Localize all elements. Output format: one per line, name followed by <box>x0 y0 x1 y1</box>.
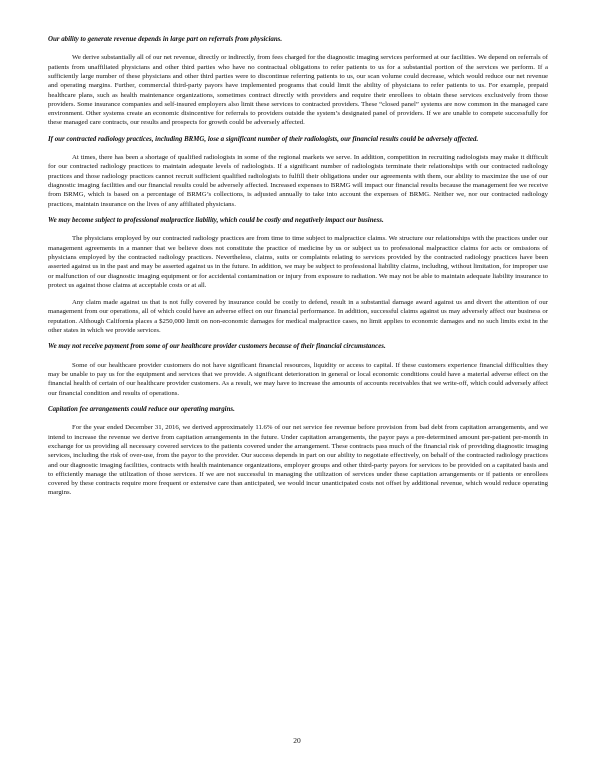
document-page <box>48 36 548 506</box>
section-heading: We may not receive payment from some of our healthcare provider customers because of their financial circumstances. <box>48 343 386 351</box>
body-paragraph: Some of our healthcare provider customers do not have significant financial resources, liquidity or access to capital. If these customers experience financial difficulties they may be unable to pay us for the equipment and services that we provide. A significant deterioration in general or local economic conditions could have a material adverse effect on the financial health of certain of our healthcare provider customers. As a result, we may have to increase the amounts of accounts receivables that we write-off, which could adversely affect our financial condition and results of operations. <box>48 361 548 397</box>
body-paragraph: At times, there has been a shortage of qualified radiologists in some of the regional markets we serve. In addition, competition in recruiting radiologists may make it difficult for our contracted radiology practices to maintain adequate levels of radiologists. If a significant number of radiologists terminate their relationships with our contracted radiology practices and those radiology practices cannot recruit sufficient qualified radiologists to fulfill their obligations under our agreements with them, our ability to maximize the use of our diagnostic imaging facilities and our financial results could be adversely affected. Increased expenses to BRMG will impact our financial results because the management fee we receive from BRMG, which is based on a percentage of BRMG’s collections, is adjusted annually to take into account the expenses of BRMG. Neither we, nor our contracted radiology practices, maintain insurance on the lives of any affiliated physicians. <box>48 154 548 208</box>
section-heading: Our ability to generate revenue depends in large part on referrals from physicians. <box>48 36 283 43</box>
section-payment <box>48 343 548 398</box>
body-paragraph: For the year ended December 31, 2016, we derived approximately 11.6% of our net service fee revenue before provision from bad debt from capitation arrangements, and we intend to increase the revenue we derive from capitation arrangements in the future. Under capitation arrangements, the payor pays a pre-determined amount per-patient per-month in exchange for us providing all necessary covered services to the patients covered under the arrangement. These contracts pass much of the financial risk of providing diagnostic imaging services, including the risk of over-use, from the payor to the provider. Our success depends in part on our ability to negotiate effectively, on behalf of the contracted radiology practices and our diagnostic imaging facilities, contracts with health maintenance organizations, employer groups and other third-party payors for services to be provided on a capitated basis and to efficiently manage the utilization of those services. If we are not successful in managing the utilization of services under these capitation arrangements or if patients or enrollees covered by these contracts require more frequent or extensive care than anticipated, we would incur unanticipated costs not offset by additional revenue, which would reduce operating margins. <box>48 424 548 497</box>
section-malpractice <box>48 217 548 335</box>
section-heading: Capitation fee arrangements could reduce our operating margins. <box>48 405 235 413</box>
section-referrals <box>48 36 548 128</box>
section-radiologists <box>48 136 548 209</box>
body-paragraph: The physicians employed by our contracted radiology practices are from time to time subject to malpractice claims. We structure our relationships with the practices under our management agreements in a manner that we believe does not constitute the practice of medicine by us or subject us to professional malpractice claims for acts or omissions of physicians employed by the contracted radiology practices. Nevertheless, claims, suits or complaints relating to services provided by the contracted radiology practices have been asserted against us in the past and may be asserted against us in the future. In addition, we may be subject to professional liability claims, including, without limitation, for improper use or malfunction of our diagnostic imaging equipment or for accidental contamination or injury from exposure to radiation. We may not be able to maintain adequate liability insurance to protect us against those claims at acceptable costs or at all. <box>48 235 548 289</box>
page-number: 20 <box>293 736 301 745</box>
body-paragraph: Any claim made against us that is not fully covered by insurance could be costly to defend, result in a substantial damage award against us and divert the attention of our management from our operations, all of which could have an adverse effect on our financial performance. In addition, successful claims against us may adversely affect our business or reputation. Although California places a $250,000 limit on non-economic damages for medical malpractice cases, no limit applies to economic damages and no such limits exist in the other states in which we provide services. <box>48 299 548 335</box>
body-paragraph: We derive substantially all of our net revenue, directly or indirectly, from fees charged for the diagnostic imaging services performed at our facilities. We depend on referrals of patients from unaffiliated physicians and other third parties who have no contractual obligations to refer patients to us for a substantial portion of the services we perform. If a sufficiently large number of these physicians and other third parties were to discontinue referring patients to us, our scan volume could decrease, which would reduce our net revenue and operating margins. Further, commercial third-party payors have implemented programs that could limit the ability of physicians to refer patients to us. For example, prepaid healthcare plans, such as health maintenance organizations, sometimes contract directly with providers and require their enrollees to obtain these services exclusively from those providers. Some insurance companies and self-insured employers also limit these services to contracted providers. These “closed panel” systems are now common in the managed care environment. Other systems create an economic disincentive for referrals to providers outside the system’s designated panel of providers. If we are unable to compete successfully for these managed care contracts, our results and prospects for growth could be adversely affected. <box>48 54 548 127</box>
section-capitation <box>48 406 548 498</box>
section-heading: If our contracted radiology practices, including BRMG, lose a significant number of their radiologists, our financial results could be adversely affected. <box>48 135 479 143</box>
section-heading: We may become subject to professional malpractice liability, which could be costly and negatively impact our business. <box>48 216 384 224</box>
